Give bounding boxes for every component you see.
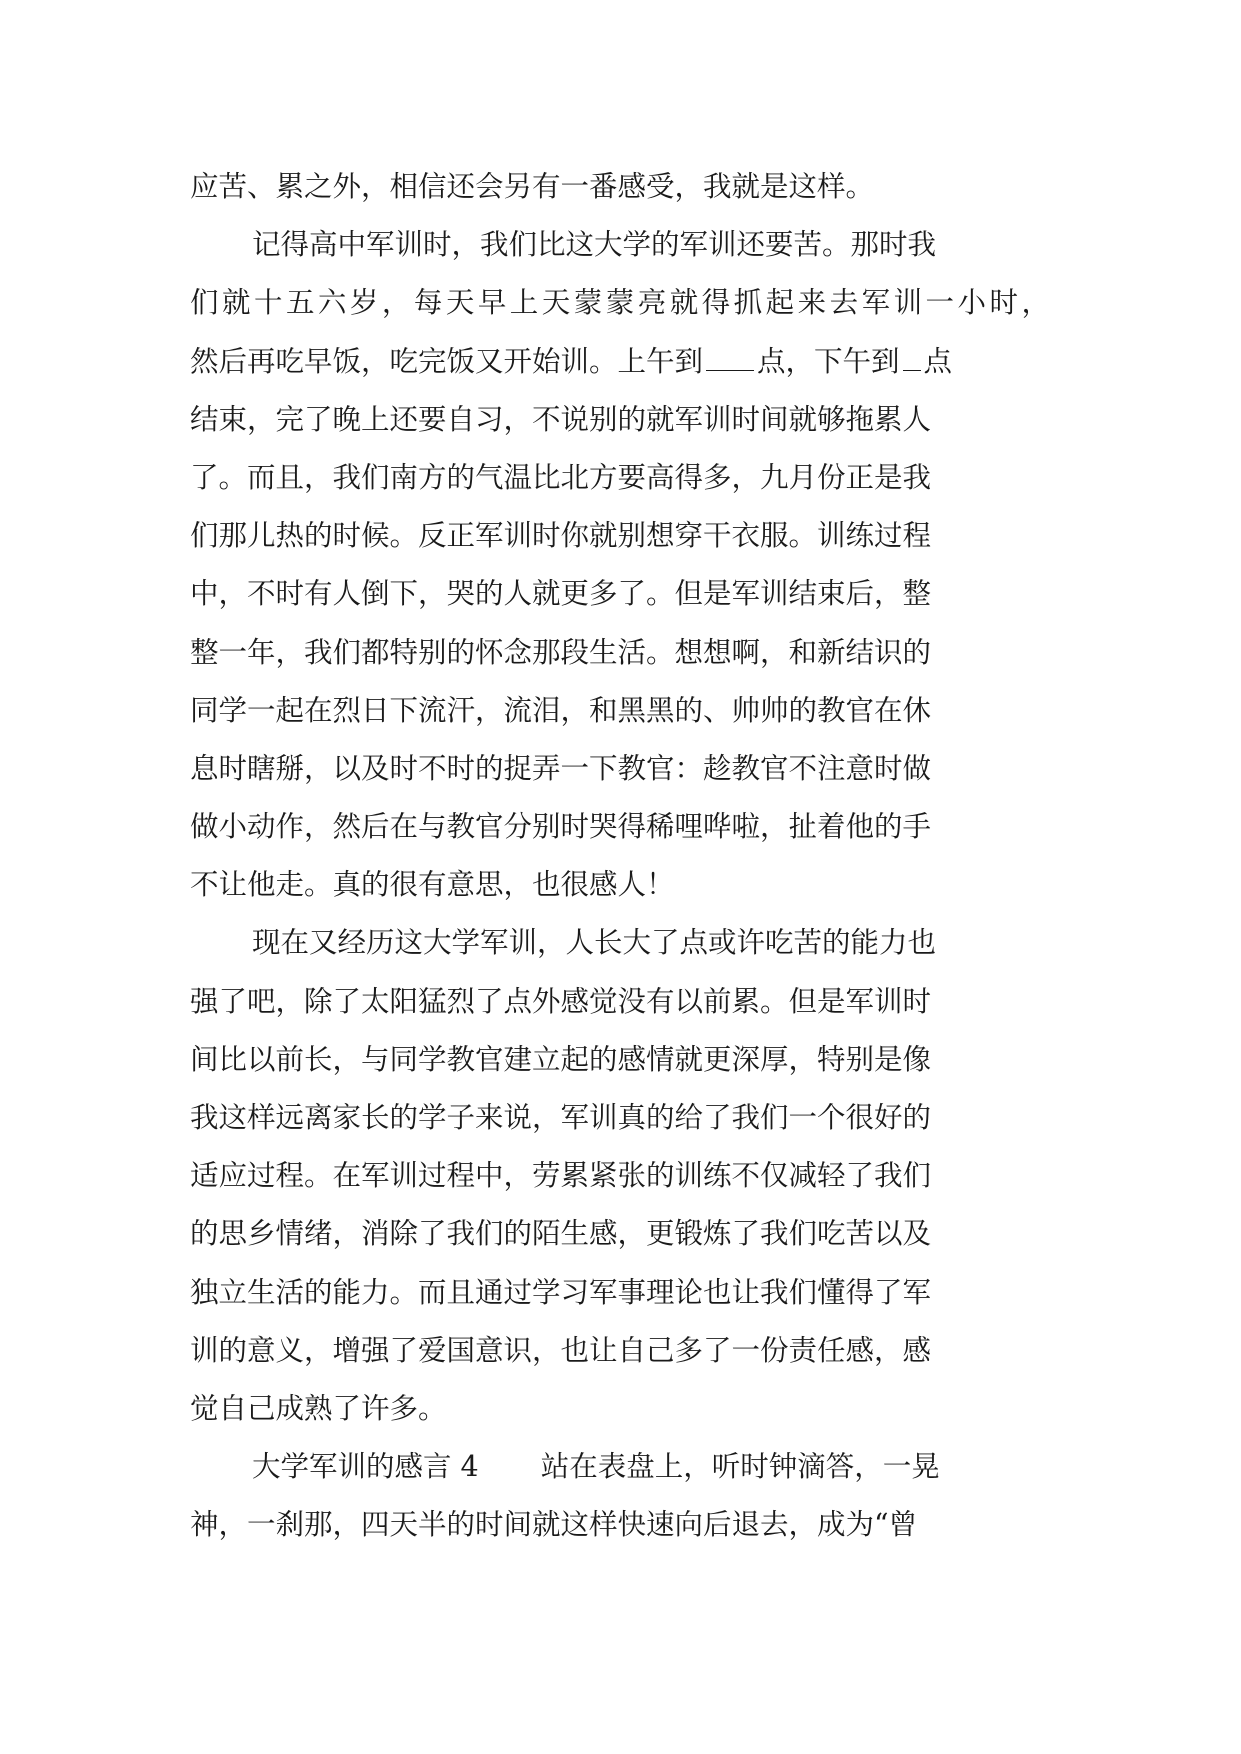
document-body bbox=[190, 158, 1050, 1555]
fill-blank-underline bbox=[903, 366, 921, 371]
text-line: 息时瞎掰，以及时不时的捉弄一下教官：趁教官不注意时做 bbox=[190, 751, 932, 785]
text-segment: 点，下午到 bbox=[757, 344, 900, 378]
text-line: 做小动作，然后在与教官分别时哭得稀哩哗啦，扯着他的手 bbox=[190, 810, 932, 844]
fill-blank-underline bbox=[706, 366, 754, 371]
text-line-with-blanks bbox=[190, 333, 1050, 391]
text-line: 同学一起在烈日下流汗，流泪，和黑黑的、帅帅的教官在休 bbox=[190, 693, 932, 727]
paragraph-start-line: 现在又经历这大学军训，人长大了点或许吃苦的能力也 bbox=[252, 926, 937, 960]
text-line: 神，一刹那，四天半的时间就这样快速向后退去，成为“曾 bbox=[190, 1508, 918, 1542]
text-line: 们就十五六岁，每天早上天蒙蒙亮就得抓起来去军训一小时， bbox=[190, 286, 1050, 320]
section-heading-line bbox=[190, 1438, 1050, 1496]
text-line: 结束，完了晚上还要自习，不说别的就军训时间就够拖累人 bbox=[190, 402, 932, 436]
paragraph-start-line: 记得高中军训时，我们比这大学的军训还要苦。那时我 bbox=[252, 228, 937, 262]
text-line: 了。而且，我们南方的气温比北方要高得多，九月份正是我 bbox=[190, 460, 932, 494]
section-heading: 大学军训的感言 4 bbox=[252, 1450, 479, 1484]
text-line: 中，不时有人倒下，哭的人就更多了。但是军训结束后，整 bbox=[190, 577, 932, 611]
text-line: 间比以前长，与同学教官建立起的感情就更深厚，特别是像 bbox=[190, 1042, 932, 1076]
text-segment: 然后再吃早饭，吃完饭又开始训。上午到 bbox=[190, 344, 704, 378]
text-line: 觉自己成熟了许多。 bbox=[190, 1391, 447, 1425]
text-line: 们那儿热的时候。反正军训时你就别想穿干衣服。训练过程 bbox=[190, 519, 932, 553]
text-line: 独立生活的能力。而且通过学习军事理论也让我们懂得了军 bbox=[190, 1275, 932, 1309]
text-line: 应苦、累之外，相信还会另有一番感受，我就是这样。 bbox=[190, 170, 875, 203]
text-line: 整一年，我们都特别的怀念那段生活。想想啊，和新结识的 bbox=[190, 635, 932, 669]
text-line: 适应过程。在军训过程中，劳累紧张的训练不仅减轻了我们 bbox=[190, 1159, 932, 1193]
text-line: 训的意义，增强了爱国意识，也让自己多了一份责任感，感 bbox=[190, 1333, 932, 1367]
text-line: 不让他走。真的很有意思，也很感人！ bbox=[190, 868, 675, 902]
text-line: 的思乡情绪，消除了我们的陌生感，更锻炼了我们吃苦以及 bbox=[190, 1217, 932, 1251]
text-line: 强了吧，除了太阳猛烈了点外感觉没有以前累。但是军训时 bbox=[190, 984, 932, 1018]
text-segment: 站在表盘上，听时钟滴答，一晃 bbox=[540, 1450, 940, 1484]
text-line: 我这样远离家长的学子来说，军训真的给了我们一个很好的 bbox=[190, 1101, 932, 1134]
text-segment: 点 bbox=[923, 344, 953, 378]
